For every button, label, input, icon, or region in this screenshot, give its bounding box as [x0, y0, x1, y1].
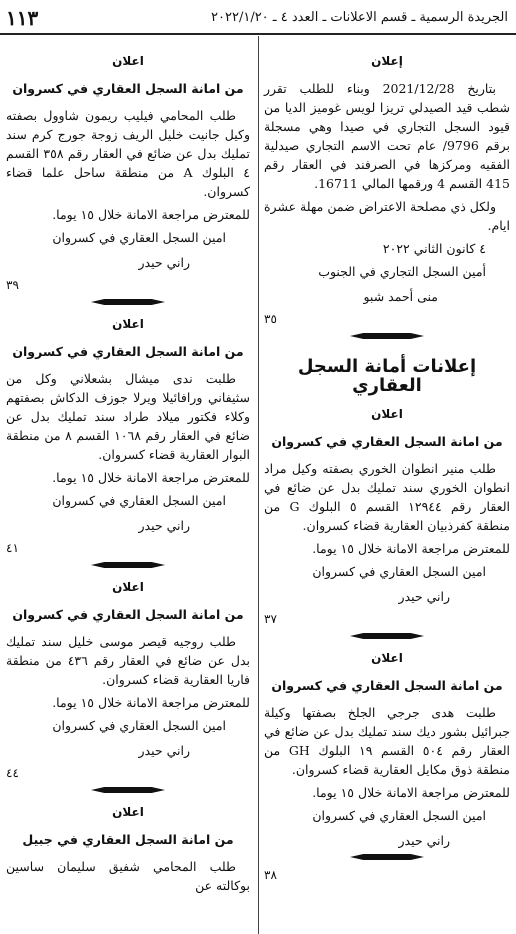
separator-ornament	[6, 299, 250, 305]
notice-41	[6, 315, 250, 568]
left-column	[6, 40, 250, 899]
notice-heading: اعلان	[112, 805, 144, 819]
notice-heading: اعلان	[112, 54, 144, 68]
signer-name: منى أحمد شبو	[363, 289, 438, 304]
notice-date: ٤ كانون الثاني ٢٠٢٢	[382, 241, 486, 256]
notice-subheading: من امانة السجل العقاري في كسروان	[271, 434, 503, 449]
notice-body: طلب منير انطوان الخوري بصفته وكيل مراد انطوان الخوري سند تمليك بدل عن ضائع في العقار رقم ١٢٩٤٤ القسم ٥ البلوك G من منطقة كفرذبيان العقارية قضاء كسروان.	[264, 461, 510, 533]
separator-ornament	[6, 787, 250, 793]
signer-name: راني حيدر	[138, 743, 190, 758]
notice-number: ٣٧	[264, 612, 277, 626]
signer-title: أمين السجل التجاري في الجنوب	[318, 264, 486, 279]
header-title: الجريدة الرسمية ـ قسم الاعلانات ـ العدد ٤ ـ ٢٠٢٢/١/٢٠	[211, 10, 508, 25]
notice-number: ٤١	[6, 541, 19, 555]
header-rule	[0, 33, 516, 35]
notice-37	[264, 405, 510, 639]
notice-heading: إعلان	[371, 54, 403, 68]
notice-38	[264, 649, 510, 885]
notice-heading: اعلان	[371, 651, 403, 665]
notice-35	[264, 52, 510, 339]
signer-name: راني حيدر	[398, 833, 450, 848]
notice-subheading: من امانة السجل العقاري في جبيل	[22, 832, 234, 847]
separator-ornament	[264, 854, 510, 860]
notice-heading: اعلان	[112, 580, 144, 594]
signer-name: راني حيدر	[138, 255, 190, 270]
notice-39	[6, 52, 250, 305]
section-title: إعلانات أمانة السجل العقاري	[297, 356, 477, 396]
right-column	[264, 40, 510, 885]
notice-body-2: للمعترض مراجعة الامانة خلال ١٥ يوما.	[312, 541, 510, 556]
notice-body-2: للمعترض مراجعة الامانة خلال ١٥ يوما.	[52, 207, 250, 222]
notice-number: ٣٩	[6, 278, 19, 292]
notice-heading: اعلان	[371, 407, 403, 421]
notice-number: ٣٨	[264, 868, 277, 882]
notice-body-2: للمعترض مراجعة الامانة خلال ١٥ يوما.	[52, 695, 250, 710]
separator-ornament	[264, 633, 510, 639]
notice-subheading: من امانة السجل العقاري في كسروان	[12, 344, 244, 359]
notice-number: ٣٥	[264, 312, 277, 326]
signer-title: امين السجل العقاري في كسروان	[52, 718, 226, 733]
notice-body: طلبت هدى جرجي الجلخ بصفتها وكيلة جبرائيل بشور ديك سند تمليك بدل عن ضائع في العقار رقم ٥٠٤ القسم ١٩ البلوك GH من منطقة ذوق مكايل العقارية قضاء كسروان.	[264, 705, 511, 777]
notice-body-2: للمعترض مراجعة الامانة خلال ١٥ يوما.	[52, 470, 250, 485]
notice-partial	[6, 803, 250, 895]
signer-title: امين السجل العقاري في كسروان	[312, 808, 486, 823]
signer-title: امين السجل العقاري في كسروان	[52, 493, 226, 508]
notice-body: طلبت ندى ميشال بشعلاني وكل من سثيفاني ورافائيلا ويرلا جوزف الدكاش بصفتهم وكلاء فكتور ميلاد طراد سند تمليك بدل عن ضائع في العقار رقم ١٠٦٨ القسم ٨ من منطقة البوار العقارية قضاء كسروان.	[6, 371, 251, 462]
separator-ornament	[6, 562, 250, 568]
notice-body: طلب روجيه قيصر موسى خليل سند تمليك بدل عن ضائع في العقار رقم ٤٣٦ من منطقة فاريا العقارية قضاء كسروان.	[6, 634, 250, 687]
notice-subheading: من امانة السجل العقاري في كسروان	[12, 607, 244, 622]
notice-body: طلب المحامي فيليب ريمون شاوول بصفته وكيل جانيت خليل الريف زوجة جورج كرم سند تمليك بدل عن ضائع في العقار رقم ٣٥٨ القسم ٤ البلوك A من منطقة ساحل علما قضاء كسروان.	[6, 108, 250, 199]
page-number: ١١٣	[6, 6, 39, 30]
notice-body: طلب المحامي شفيق سليمان ساسين بوكالته عن	[6, 859, 250, 893]
notice-subheading: من امانة السجل العقاري في كسروان	[12, 81, 244, 96]
notice-subheading: من امانة السجل العقاري في كسروان	[271, 678, 503, 693]
signer-title: امين السجل العقاري في كسروان	[52, 230, 226, 245]
signer-name: راني حيدر	[398, 589, 450, 604]
column-divider	[258, 36, 259, 934]
notice-body: بتاريخ 2021/12/28 وبناء للطلب تقرر شطب قيد الصيدلي تريزا لويس غوميز الديا من قيود السجل التجاري في صيدا وهي مسجلة برقم 9796/ عام تحت الاسم التجاري صيدلية الفقيه ومركزها في الصرفند في العقار رقم 415 القسم 4 ورقمها المالي 16711.	[264, 81, 510, 191]
notice-44	[6, 578, 250, 793]
signer-title: امين السجل العقاري في كسروان	[312, 564, 486, 579]
notice-body-2: ولكل ذي مصلحة الاعتراض ضمن مهلة عشرة ايام.	[264, 199, 510, 233]
signer-name: راني حيدر	[138, 518, 190, 533]
notice-heading: اعلان	[112, 317, 144, 331]
notice-body-2: للمعترض مراجعة الامانة خلال ١٥ يوما.	[312, 785, 510, 800]
notice-number: ٤٤	[6, 766, 19, 780]
separator-ornament	[264, 333, 510, 339]
page-header	[0, 0, 516, 34]
